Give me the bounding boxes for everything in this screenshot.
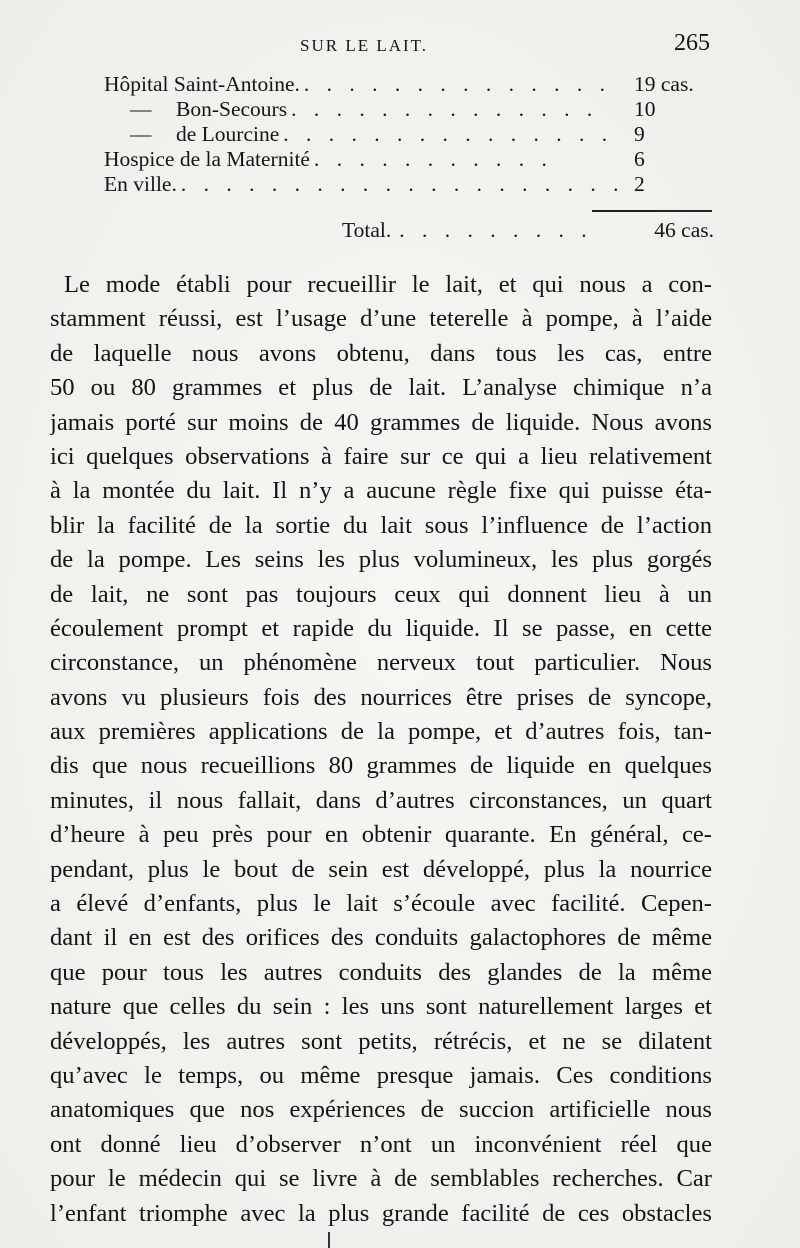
stat-row-maternite bbox=[104, 147, 714, 172]
leader-dots: . . . . . . . . . bbox=[399, 218, 593, 242]
leader-dots: . . . . . . . . . . . bbox=[313, 147, 553, 171]
text-line: pendant, plus le bout de sein est développé, plus la nourrice bbox=[50, 855, 712, 883]
text-line: pour le médecin qui se livre à de semblables recherches. Car bbox=[50, 1165, 712, 1193]
text-line: ont donné lieu d’observer n’ont un inconvénient réel que bbox=[50, 1130, 712, 1158]
text-line: minutes, il nous fallait, dans d’autres circonstances, un quart bbox=[50, 786, 712, 814]
text-line: l’enfant triomphe avec la plus grande facilité de ces obstacles bbox=[50, 1199, 712, 1227]
text-line: jamais porté sur moins de 40 grammes de liquide. Nous avons bbox=[50, 408, 712, 436]
stat-value: 6 bbox=[634, 147, 645, 171]
text-line: stamment réussi, est l’usage d’une teterelle à pompe, à l’aide bbox=[50, 305, 712, 333]
text-line: d’heure à peu près pour en obtenir quarante. En général, ce- bbox=[50, 821, 712, 849]
running-title: SUR LE LAIT. bbox=[300, 36, 429, 55]
page-header bbox=[0, 30, 800, 64]
stat-label: Bon-Secours bbox=[176, 97, 288, 121]
text-line: circonstance, un phénomène nerveux tout particulier. Nous bbox=[50, 649, 712, 677]
stat-value: 10 bbox=[634, 97, 656, 121]
stat-value: 2 bbox=[634, 172, 645, 196]
text-line: avons vu plusieurs fois des nourrices être prises de syncope, bbox=[50, 683, 712, 711]
leader-dots: . . . . . . . . . . . . . . . bbox=[283, 122, 614, 146]
ditto-dash: — bbox=[130, 97, 152, 121]
stat-label: En ville. bbox=[104, 172, 177, 196]
leader-dots: . . . . . . . . . . . . . . bbox=[303, 72, 611, 96]
stat-row-saint-antoine bbox=[104, 72, 714, 97]
text-line: dis que nous recueillions 80 grammes de liquide en quelques bbox=[50, 752, 712, 780]
text-line: de lait, ne sont pas toujours ceux qui donnent lieu à un bbox=[50, 580, 712, 608]
text-line: ici quelques observations à faire sur ce qui a lieu relativement bbox=[50, 442, 712, 470]
total-row bbox=[342, 218, 714, 246]
body-paragraph bbox=[50, 268, 712, 1231]
text-line: anatomiques que nos expériences de succion artificielle nous bbox=[50, 1096, 712, 1124]
case-statistics bbox=[104, 72, 714, 197]
text-line: dant il en est des orifices des conduits galactophores de même bbox=[50, 924, 712, 952]
stat-label: Hôpital Saint-Antoine. bbox=[104, 72, 300, 96]
text-line: Le mode établi pour recueillir le lait, et qui nous a con- bbox=[64, 271, 712, 298]
gutter-mark bbox=[328, 1232, 330, 1248]
text-line: aux premières applications de la pompe, et d’autres fois, tan- bbox=[50, 718, 712, 746]
text-line: à la montée du lait. Il n’y a aucune règle fixe qui puisse éta- bbox=[50, 477, 712, 505]
text-line: a élevé d’enfants, plus le lait s’écoule avec facilité. Cepen- bbox=[50, 890, 712, 918]
total-value: 46 cas. bbox=[654, 218, 714, 242]
text-line: blir la facilité de la sortie du lait sous l’influence de l’action bbox=[50, 511, 712, 539]
ditto-dash: — bbox=[130, 122, 152, 146]
stat-row-en-ville bbox=[104, 172, 714, 197]
text-line: nature que celles du sein : les uns sont naturellement larges et bbox=[50, 993, 712, 1021]
text-line: qu’avec le temps, ou même presque jamais. Ces conditions bbox=[50, 1061, 712, 1089]
page-number: 265 bbox=[674, 30, 710, 56]
text-line: 50 ou 80 grammes et plus de lait. L’analyse chimique n’a bbox=[50, 374, 712, 402]
text-line: de la pompe. Les seins les plus volumineux, les plus gorgés bbox=[50, 546, 712, 574]
text-line: de laquelle nous avons obtenu, dans tous les cas, entre bbox=[50, 339, 712, 367]
text-line: que pour tous les autres conduits des glandes de la même bbox=[50, 958, 712, 986]
stat-value: 9 bbox=[634, 122, 645, 146]
stat-label: de Lourcine bbox=[176, 122, 280, 146]
stat-row-bon-secours bbox=[104, 97, 714, 122]
text-line: développés, les autres sont petits, rétrécis, et ne se dilatent bbox=[50, 1027, 712, 1055]
leader-dots: . . . . . . . . . . . . . . . . . . . . bbox=[180, 172, 625, 196]
text-line: écoulement prompt et rapide du liquide. Il se passe, en cette bbox=[50, 614, 712, 642]
leader-dots: . . . . . . . . . . . . . . bbox=[291, 97, 599, 121]
stat-label: Hospice de la Maternité bbox=[104, 147, 310, 171]
stat-value: 19 cas. bbox=[634, 72, 694, 96]
total-label: Total. bbox=[342, 218, 392, 242]
total-rule bbox=[592, 210, 712, 212]
stat-row-lourcine bbox=[104, 122, 714, 147]
